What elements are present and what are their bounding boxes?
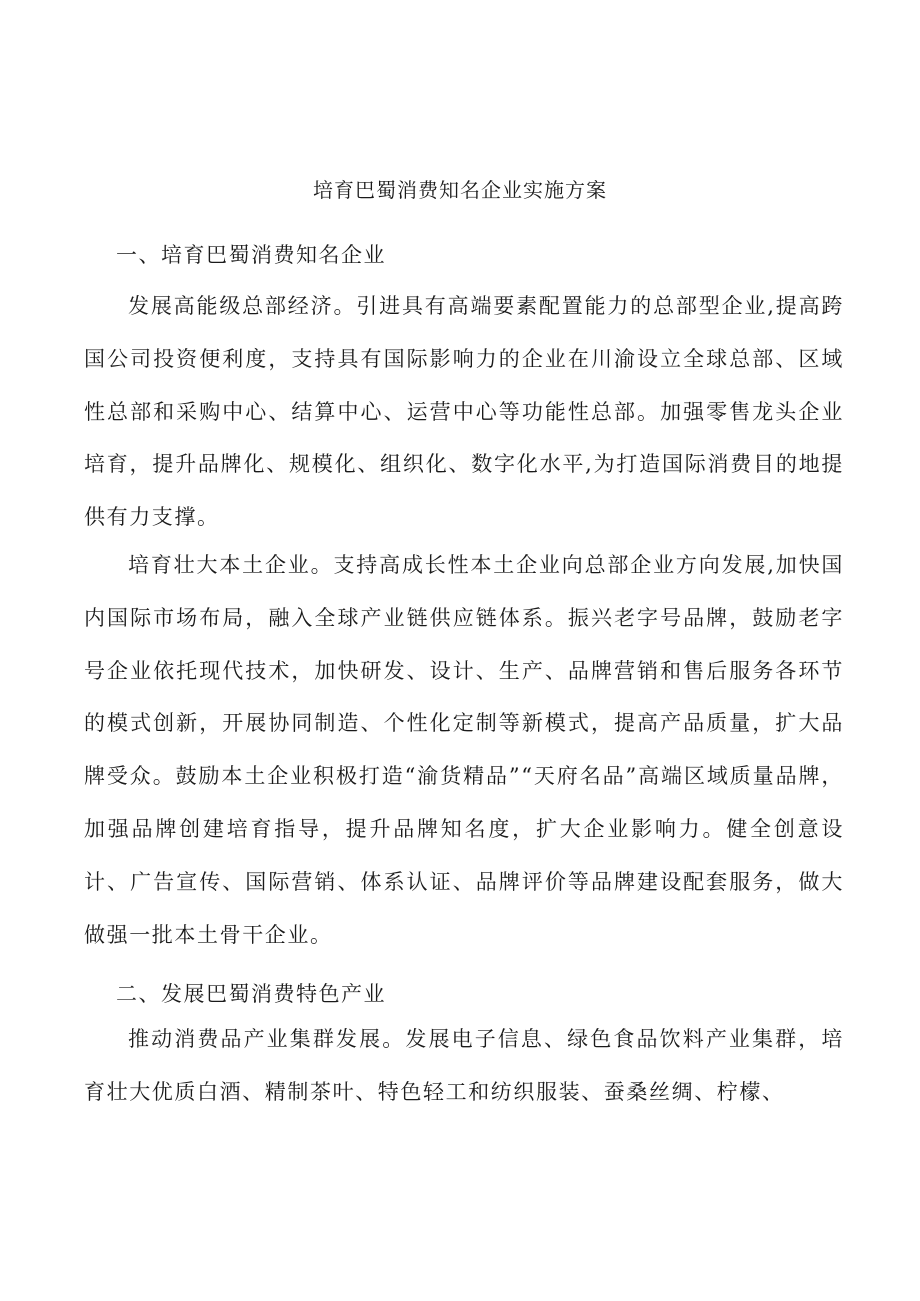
section-heading-2: 二、发展巴蜀消费特色产业 [116, 982, 386, 1006]
section-heading-1: 一、培育巴蜀消费知名企业 [116, 243, 386, 267]
document-title: 培育巴蜀消费知名企业实施方案 [313, 178, 607, 202]
paragraph-industry-clusters: 推动消费品产业集群发展。发展电子信息、绿色食品饮料产业集群，培育壮大优质白酒、精制茶叶、特色轻工和纺织服装、蚕桑丝绸、柠檬、 [84, 1027, 844, 1104]
paragraph-local-enterprises: 培育壮大本土企业。支持高成长性本土企业向总部企业方向发展,加快国内国际市场布局，融入全球产业链供应链体系。振兴老字号品牌，鼓励老字号企业依托现代技术，加快研发、设计、生产、品牌营销和售后服务各环节的模式创新，开展协同制造、个性化定制等新模式，提高产品质量，扩大品牌受众。鼓励本土企业积极打造“渝货精品”“天府名品”高端区域质量品牌，加强品牌创建培育指导，提升品牌知名度，扩大企业影响力。健全创意设计、广告宣传、国际营销、体系认证、品牌评价等品牌建设配套服务，做大做强一批本土骨干企业。 [84, 553, 844, 947]
paragraph-headquarters-economy: 发展高能级总部经济。引进具有高端要素配置能力的总部型企业,提高跨国公司投资便利度，支持具有国际影响力的企业在川渝设立全球总部、区域性总部和采购中心、结算中心、运营中心等功能性总部。加强零售龙头企业培育，提升品牌化、规模化、组织化、数字化水平,为打造国际消费目的地提供有力支撑。 [84, 294, 844, 530]
